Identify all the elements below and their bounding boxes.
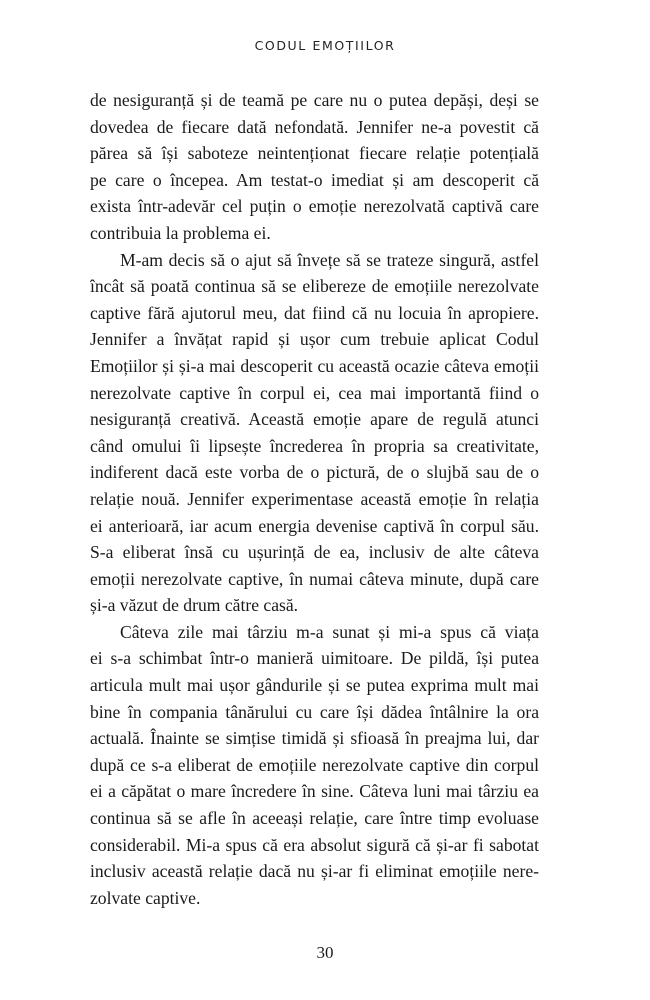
text-line: indiferent dacă este vorba de o pictură, de o slujbă sau de o <box>90 462 539 483</box>
text-line: inclusiv această relație dacă nu și-ar fi eliminat emoțiile nere- <box>90 861 539 882</box>
text-line: bine în compania tânărului cu care își dădea întâlnire la ora <box>90 701 539 722</box>
text-line: de nesiguranță și de teamă pe care nu o putea depăși, deși se <box>90 90 539 110</box>
text-line: și-a văzut de drum către casă. <box>90 595 299 616</box>
text-line: ei s-a schimbat într-o manieră uimitoare. De pildă, își putea <box>90 648 539 669</box>
text-line: exista într-adevăr cel puțin o emoție nerezolvată captivă care <box>90 196 539 217</box>
text-line: încât să poată continua să se elibereze de emoțiile nerezolvate <box>90 276 539 297</box>
text-line: nesiguranță creativă. Această emoție apare de regulă atunci <box>90 409 539 430</box>
text-line: părea să își saboteze neintenționat fiecare relație potențială <box>90 143 539 164</box>
text-line: Jennifer a învățat rapid și ușor cum trebuie aplicat Codul <box>90 329 539 350</box>
text-line: actuală. Înainte se simțise timidă și sfioasă în preajma lui, dar <box>90 728 539 749</box>
text-line: Câteva zile mai târziu m-a sunat și mi-a spus că viața <box>120 621 539 642</box>
text-line: continua să se afle în aceeași relație, care între timp evoluase <box>90 808 539 829</box>
page-number: 30 <box>316 943 334 962</box>
text-line: articula mult mai ușor gândurile și se putea exprima mult mai <box>90 675 539 696</box>
text-line: captive fără ajutorul meu, dat fiind că nu locuia în apropiere. <box>90 302 539 323</box>
text-line: ei anterioară, iar acum energia devenise captivă în corpul său. <box>90 515 539 536</box>
running-head: CODUL EMOȚIILOR <box>254 38 396 53</box>
text-line: când omului îi lipsește încrederea în propria sa creativitate, <box>90 435 539 456</box>
text-line: Emoțiilor și și-a mai descoperit cu această ocazie câteva emoții <box>90 355 539 376</box>
text-line: relație nouă. Jennifer experimentase această emoție în relația <box>90 488 539 509</box>
text-line: M-am decis să o ajut să învețe să se trateze singură, astfel <box>120 249 539 270</box>
text-line: dovedea de fiecare dată nefondată. Jennifer ne-a povestit că <box>90 116 539 137</box>
text-line: pe care o începea. Am testat-o imediat și am descoperit că <box>90 169 539 190</box>
text-line: S-a eliberat însă cu ușurință de ea, inclusiv de alte câteva <box>90 542 539 563</box>
text-line: contribuia la problema ei. <box>90 222 271 243</box>
text-line: după ce s-a eliberat de emoțiile nerezolvate captive din corpul <box>90 754 539 775</box>
text-line: nerezolvate captive în corpul ei, cea mai importantă fiind o <box>90 382 539 403</box>
text-line: considerabil. Mi-a spus că era absolut sigură că și-ar fi sabotat <box>90 834 539 855</box>
text-line: emoții nerezolvate captive, în numai câteva minute, după care <box>90 568 539 589</box>
body-text <box>90 87 539 911</box>
text-line: ei a căpătat o mare încredere în sine. Câteva luni mai târziu ea <box>90 781 539 802</box>
text-line: zolvate captive. <box>90 887 201 908</box>
